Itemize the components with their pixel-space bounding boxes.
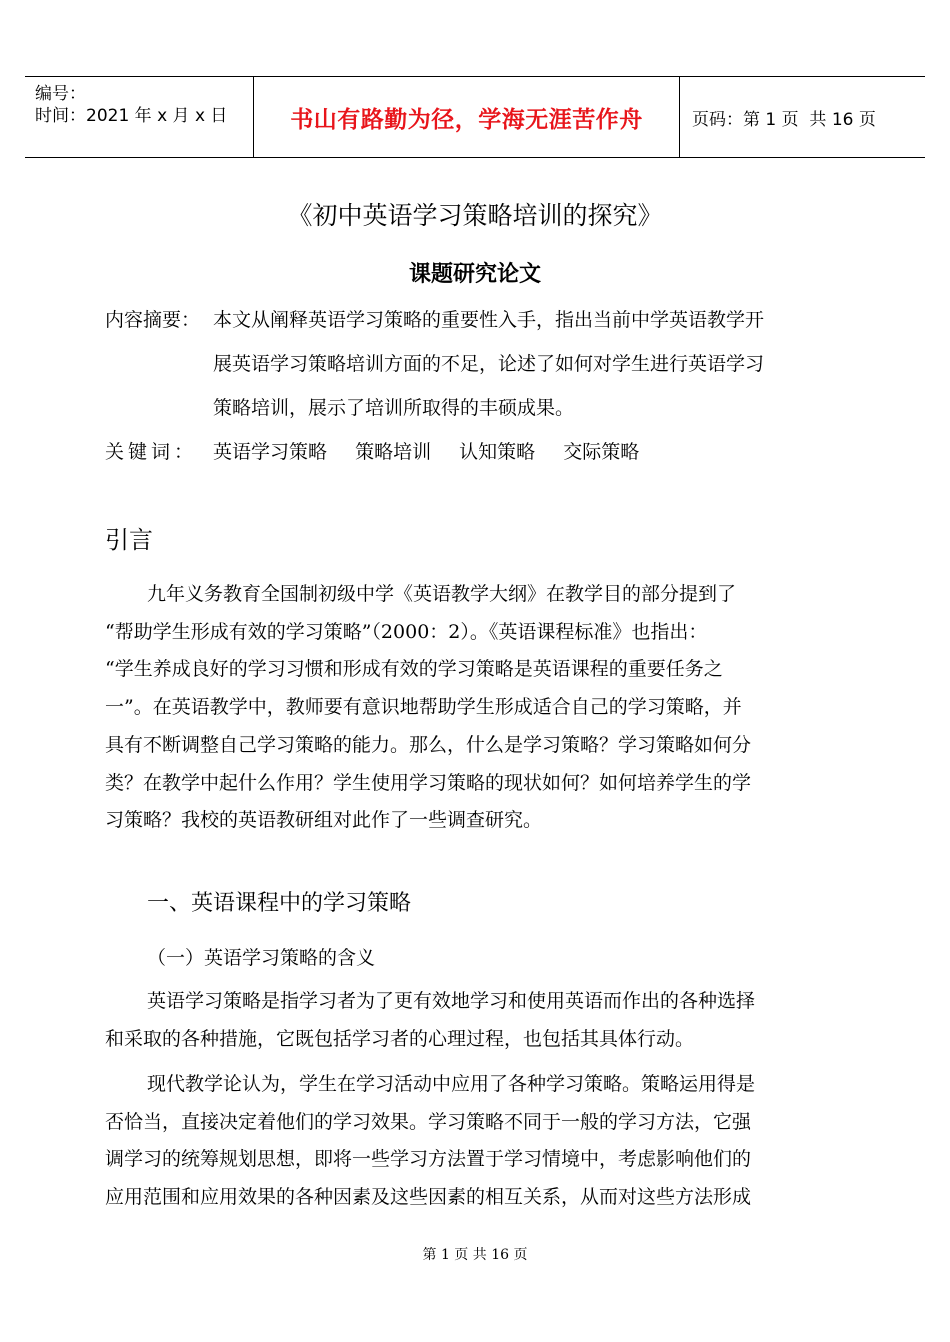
paragraph-line: 九年义务教育全国制初级中学《英语教学大纲》在教学目的部分提到了 (147, 583, 737, 605)
abstract-label: 内容摘要： (105, 309, 201, 331)
keywords-row (105, 430, 850, 474)
keywords-label: 关键词： (105, 441, 198, 463)
keyword: 策略培训 (355, 441, 432, 463)
paragraph-line: 习策略？我校的英语教研组对此作了一些调查研究。 (105, 809, 543, 832)
keyword: 认知策略 (459, 441, 536, 463)
paragraph-line: 否恰当，直接决定着他们的学习效果。学习策略不同于一般的学习方法，它强 (105, 1110, 752, 1133)
motto: 书山有路勤为径，学海无涯苦作舟 (254, 77, 680, 157)
document-subtitle: 课题研究论文 (408, 262, 541, 287)
paragraph-line: “帮助学生形成有效的学习策略”（2000：2）。《英语课程标准》也指出： (105, 620, 708, 643)
header-page-cell (680, 77, 925, 157)
paragraph-line: 和采取的各种措施，它既包括学习者的心理过程，也包括其具体行动。 (105, 1027, 695, 1050)
abstract-block (105, 298, 850, 474)
definition-paragraph (105, 983, 850, 1058)
number-label: 编号： (35, 84, 86, 104)
document-title: 《初中英语学习策略培训的探究》 (287, 201, 663, 230)
abstract-line: 展英语学习策略培训方面的不足，论述了如何对学生进行英语学习 (213, 353, 765, 375)
keyword: 英语学习策略 (213, 441, 328, 463)
paragraph-line: 具有不断调整自己学习策略的能力。那么，什么是学习策略？学习策略如何分 (105, 733, 752, 756)
header-left-cell (25, 77, 254, 157)
header-table (25, 76, 925, 158)
paragraph-line: 类？在教学中起什么作用？学生使用学习策略的现状如何？如何培养学生的学 (105, 771, 752, 794)
page-info: 页码：第 1 页 共 16 页 (692, 109, 876, 130)
abstract-line: 策略培训，展示了培训所取得的丰硕成果。 (213, 397, 575, 419)
section-1-heading: 一、英语课程中的学习策略 (147, 891, 412, 916)
paragraph-line: 现代教学论认为，学生在学习活动中应用了各种学习策略。策略运用得是 (147, 1073, 756, 1095)
paragraph-line: 调学习的统筹规划思想，即将一些学习方法置于学习情境中，考虑影响他们的 (105, 1148, 752, 1171)
keyword: 交际策略 (563, 441, 640, 463)
paragraph-line: 英语学习策略是指学习者为了更有效地学习和使用英语而作出的各种选择 (147, 990, 756, 1012)
paragraph-line: 一”。在英语教学中，教师要有意识地帮助学生形成适合自己的学习策略，并 (105, 696, 742, 719)
abstract-line: 本文从阐释英语学习策略的重要性入手，指出当前中学英语教学开 (213, 309, 765, 331)
intro-heading: 引言 (105, 526, 153, 554)
paragraph-line: 应用范围和应用效果的各种因素及这些因素的相互关系，从而对这些方法形成 (105, 1186, 752, 1209)
theory-paragraph (105, 1066, 850, 1217)
paragraph-line: “学生养成良好的学习习惯和形成有效的学习策略是英语课程的重要任务之 (105, 658, 723, 681)
time-label: 时间：2021 年 x 月 x 日 (35, 106, 228, 126)
page-footer: 第 1 页 共 16 页 (422, 1247, 528, 1263)
subsection-1-heading: （一）英语学习策略的含义 (147, 947, 376, 969)
intro-paragraph (105, 576, 850, 840)
